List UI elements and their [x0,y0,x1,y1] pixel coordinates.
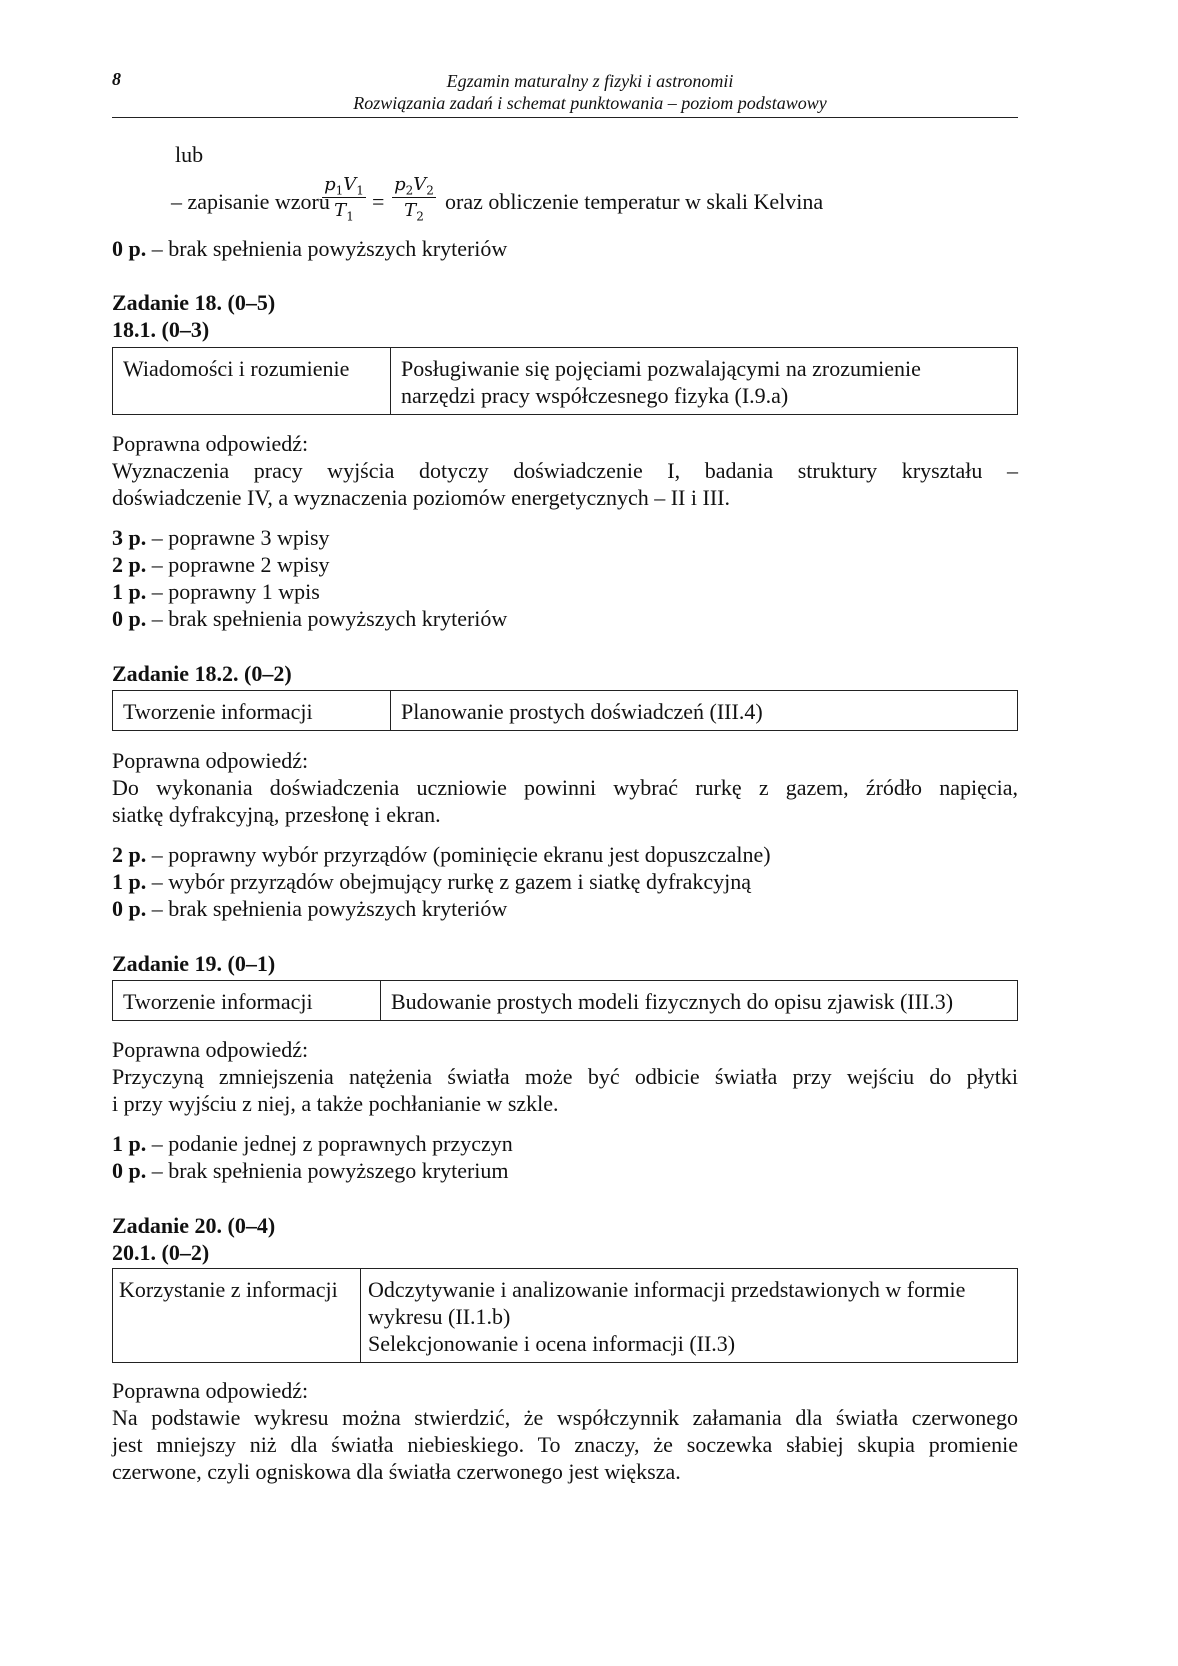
table-cell-category: Tworzenie informacji [113,981,381,1020]
answer-line: jest mniejszy niż dla światła niebieskiego. To znaczy, że soczewka słabiej skupia promienie [112,1432,1018,1457]
score-line: 1 p. – poprawny 1 wpis [112,579,320,604]
score-line: 0 p. – brak spełnienia powyższego kryterium [112,1158,509,1183]
answer-line: Na podstawie wykresu można stwierdzić, że współczynnik załamania dla światła czerwonego [112,1405,1018,1430]
requirements-table-20-1 [112,1268,1018,1363]
fraction-left: $p_1V_1$ $T_1$ [321,173,367,222]
formula-suffix: oraz obliczenie temperatur w skali Kelvina [445,189,824,214]
requirements-table-18-1 [112,347,1018,415]
score-line: 3 p. – poprawne 3 wpisy [112,525,330,550]
score-line: 0 p. – brak spełnienia powyższych kryteriów [112,896,508,921]
requirements-table-18-2 [112,690,1018,731]
header-rule [112,117,1018,118]
answer-label: Poprawna odpowiedź: [112,1037,309,1062]
page-number: 8 [112,69,121,89]
fraction-right: $p_2V_2$ $T_2$ [391,173,437,222]
answer-line: siatkę dyfrakcyjną, przesłonę i ekran. [112,802,441,827]
requirements-table-19 [112,980,1018,1021]
task-18-1-title: 18.1. (0–3) [112,317,210,342]
header-title-line2: Rozwiązania zadań i schemat punktowania – poziom podstawowy [353,93,827,113]
task-20-title: Zadanie 20. (0–4) [112,1213,276,1238]
answer-line: i przy wyjściu z niej, a także pochłanianie w szkle. [112,1091,559,1116]
lub-text: lub [175,142,204,167]
task-18-2-title: Zadanie 18.2. (0–2) [112,661,292,686]
answer-label: Poprawna odpowiedź: [112,1378,309,1403]
answer-line: czerwone, czyli ogniskowa dla światła czerwonego jest większa. [112,1459,681,1484]
task-18-title: Zadanie 18. (0–5) [112,290,276,315]
task-19-title: Zadanie 19. (0–1) [112,951,276,976]
answer-label: Poprawna odpowiedź: [112,431,309,456]
task-20-1-title: 20.1. (0–2) [112,1240,210,1265]
header-title-line1: Egzamin maturalny z fizyki i astronomii [446,71,734,91]
score-line: 0 p. – brak spełnienia powyższych kryteriów [112,236,508,261]
table-cell-category: Korzystanie z informacji [113,1269,361,1362]
answer-line: Do wykonania doświadczenia uczniowie powinni wybrać rurkę z gazem, źródło napięcia, [112,775,1018,800]
answer-line: doświadczenie IV, a wyznaczenia poziomów energetycznych – II i III. [112,485,730,510]
formula-prefix: – zapisanie wzoru [171,189,330,214]
score-line: 0 p. – brak spełnienia powyższych kryteriów [112,606,508,631]
table-cell-requirement: Planowanie prostych doświadczeń (III.4) [401,699,763,724]
table-cell-requirement: Posługiwanie się pojęciami pozwalającymi na zrozumienie narzędzi pracy współczesnego fizyka (I.9.a) [401,356,921,408]
score-line: 1 p. – wybór przyrządów obejmujący rurkę z gazem i siatkę dyfrakcyjną [112,869,752,894]
score-line: 1 p. – podanie jednej z poprawnych przyczyn [112,1131,513,1156]
equals-sign: = [372,189,385,214]
table-cell-requirement: Odczytywanie i analizowanie informacji przedstawionych w formie wykresu (II.1.b) Selekcjonowanie i ocena informacji (II.3) [368,1277,966,1356]
score-line: 2 p. – poprawne 2 wpisy [112,552,330,577]
answer-label: Poprawna odpowiedź: [112,748,309,773]
answer-line: Wyznaczenia pracy wyjścia dotyczy doświadczenie I, badania struktury kryształu – [112,458,1018,483]
table-cell-category: Tworzenie informacji [113,691,391,730]
table-cell-requirement: Budowanie prostych modeli fizycznych do opisu zjawisk (III.3) [391,989,954,1014]
answer-line: Przyczyną zmniejszenia natężenia światła może być odbicie światła przy wejściu do płytki [112,1064,1018,1089]
score-line: 2 p. – poprawny wybór przyrządów (pominięcie ekranu jest dopuszczalne) [112,842,771,867]
table-cell-category: Wiadomości i rozumienie [113,348,391,414]
